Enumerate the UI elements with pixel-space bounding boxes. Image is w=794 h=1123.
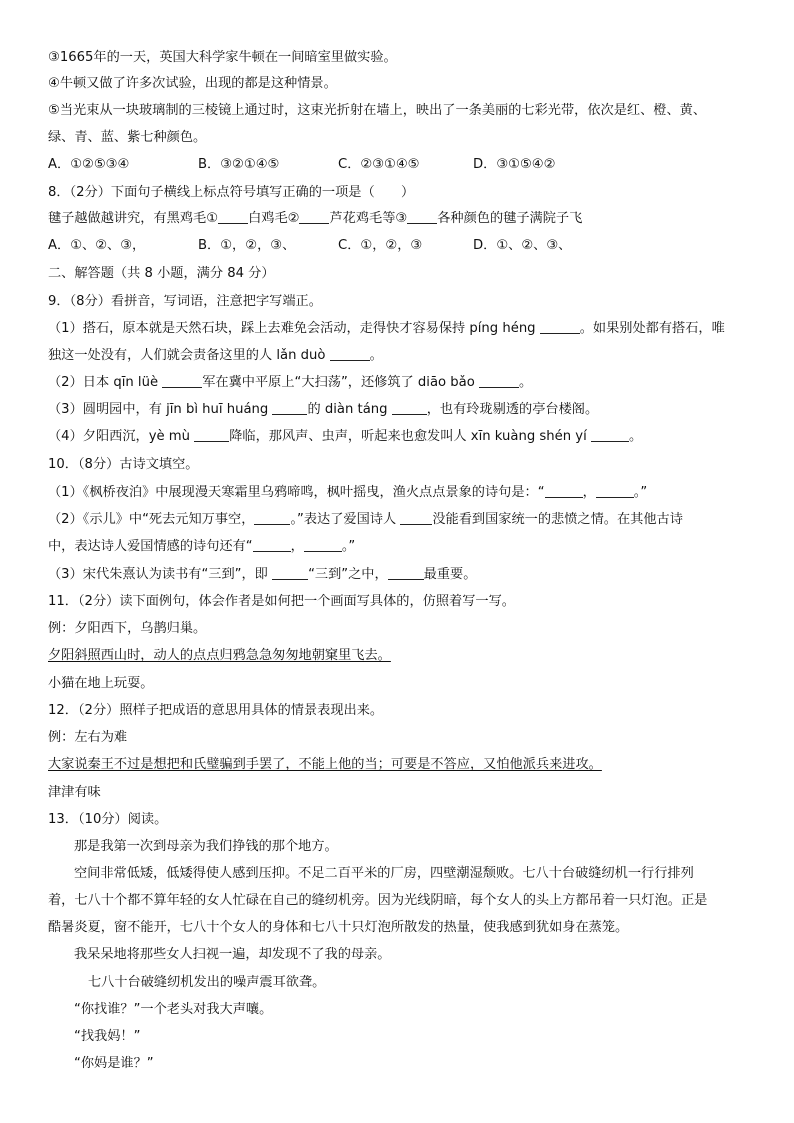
q10-blank-3[interactable] <box>254 512 290 525</box>
q11-example-answer: 夕阳斜照西山时，动人的点点归鸦急急匆匆地朝窠里飞去。 <box>48 648 391 663</box>
q13-para-2b: 着，七八十个都不算年轻的女人忙碌在自己的缝纫机旁。因为光线阴暗，每个女人的头上方都吊着一只灯泡。正是 <box>48 893 708 908</box>
q9-part-1-text-d: 。 <box>369 348 383 363</box>
q9-part-4-text: （4）夕阳西沉，yè mù <box>48 429 195 444</box>
q10-part-3-text-b: “三到”之中， <box>308 567 388 582</box>
q11-answer-row <box>48 648 754 664</box>
q9-stem: 9．（8分）看拼音，写词语，注意把字写端正。 <box>48 294 322 309</box>
q12-stem: 12．（2分）照样子把成语的意思用具体的情景表现出来。 <box>48 703 384 718</box>
q12-answer-row <box>48 757 754 773</box>
q9-blank-6[interactable] <box>392 402 427 415</box>
q7-option-b[interactable]: B．③②①④⑤ <box>198 157 280 172</box>
q10-part-1-comma: ， <box>582 485 596 500</box>
q7-options <box>48 157 754 173</box>
q10-part-3-text: （3）宋代朱熹认为读书有“三到”，即 <box>48 567 273 582</box>
q12-example-answer: 大家说秦王不过是想把和氏璧骗到手罢了，不能上他的当；可要是不答应，又怕他派兵来进攻。 <box>48 757 602 772</box>
q8-option-c[interactable]: C．①，②，③ <box>338 238 423 253</box>
q8-option-a[interactable]: A．①、②、③， <box>48 238 146 253</box>
q9-blank-8[interactable] <box>591 429 629 442</box>
q10-part-2-comma: ， <box>290 539 304 554</box>
q7-option-c[interactable]: C．②③①④⑤ <box>338 157 420 172</box>
q10-blank-7[interactable] <box>272 567 308 580</box>
q8-options <box>48 238 754 254</box>
q8-blank-1[interactable] <box>218 211 248 224</box>
q9-part-1-text-b: 。如果别处都有搭石，唯 <box>579 321 725 336</box>
q10-part-2b <box>48 539 754 555</box>
section-heading: 二、解答题（共 8 小题，满分 84 分） <box>48 266 275 281</box>
q9-part-4-text-c: 。 <box>628 429 643 444</box>
q10-part-1-end: 。” <box>633 485 648 500</box>
q8-blank-2[interactable] <box>299 211 329 224</box>
q11-task: 小猫在地上玩耍。 <box>48 676 154 691</box>
q8-sentence <box>48 211 754 227</box>
q9-part-2 <box>48 375 754 391</box>
q8-sentence-part-c: 芦花鸡毛等③ <box>329 211 408 226</box>
q9-part-3 <box>48 402 754 418</box>
q10-part-2-text-c: 没能看到国家统一的悲愤之情。在其他古诗 <box>432 512 683 527</box>
q7-sentence-3: ③1665年的一天，英国大科学家牛顿在一间暗室里做实验。 <box>48 50 397 65</box>
q9-part-2-text-b: 军在冀中平原上“大扫荡”，还修筑了 diāo bǎo <box>202 375 480 390</box>
q7-option-d[interactable]: D．③①⑤④② <box>473 157 556 172</box>
q10-part-2a <box>48 512 754 528</box>
q13-para-1: 那是我第一次到母亲为我们挣钱的那个地方。 <box>74 839 338 854</box>
q10-blank-6[interactable] <box>304 539 342 552</box>
q9-part-4-text-b: 降临，那风声、虫声，听起来也愈发叫人 xīn kuàng shén yí <box>229 429 591 444</box>
q9-part-1b <box>48 348 754 364</box>
q9-blank-1[interactable] <box>540 321 580 334</box>
q10-part-3 <box>48 567 754 583</box>
q9-blank-3[interactable] <box>162 375 202 388</box>
q9-part-3-text-b: 的 diàn táng <box>307 402 392 417</box>
q7-option-a[interactable]: A．①②⑤③④ <box>48 157 130 172</box>
q10-part-2-end: 。” <box>341 539 356 554</box>
q10-part-2-text-b: 。”表达了爱国诗人 <box>290 512 401 527</box>
q9-blank-7[interactable] <box>194 429 229 442</box>
q10-blank-4[interactable] <box>400 512 432 525</box>
q9-part-2-text: （2）日本 qīn lüè <box>48 375 163 390</box>
q10-stem: 10．（8分）古诗文填空。 <box>48 457 199 472</box>
q8-sentence-part-d: 各种颜色的毽子满院子飞 <box>437 211 583 226</box>
q13-para-3: 我呆呆地将那些女人扫视一遍，却发现不了我的母亲。 <box>74 947 391 962</box>
q9-part-3-text-c: ，也有玲珑剔透的亭台楼阁。 <box>426 402 599 417</box>
q7-sentence-4: ④牛顿又做了许多次试验，出现的都是这种情景。 <box>48 76 337 91</box>
q12-task: 津津有味 <box>48 785 101 800</box>
q10-part-1 <box>48 485 754 501</box>
q9-blank-2[interactable] <box>330 348 370 361</box>
q9-part-1a <box>48 321 754 337</box>
q9-blank-4[interactable] <box>479 375 519 388</box>
q10-part-2-text: （2）《示儿》中“死去元知万事空， <box>48 512 255 527</box>
q8-option-b[interactable]: B．①，②，③、 <box>198 238 296 253</box>
q8-sentence-part-b: 白鸡毛② <box>248 211 300 226</box>
q13-para-7: “你妈是谁？” <box>74 1056 154 1071</box>
q12-example: 例：左右为难 <box>48 730 128 745</box>
q9-part-1-text-c: 独这一处没有，人们就会责备这里的人 lǎn duò <box>48 348 330 363</box>
q9-blank-5[interactable] <box>272 402 307 415</box>
q13-para-2c: 酷暑炎夏，窗不能开，七八十个女人的身体和七八十只灯泡所散发的热量，使我感到犹如身在蒸笼。 <box>48 920 629 935</box>
q10-part-2-text-d: 中，表达诗人爱国情感的诗句还有“ <box>48 539 253 554</box>
q7-sentence-5b: 绿、青、蓝、紫七种颜色。 <box>48 130 207 145</box>
q9-part-3-text: （3）圆明园中，有 jīn bì huī huáng <box>48 402 273 417</box>
q11-stem: 11．（2分）读下面例句，体会作者是如何把一个画面写具体的，仿照着写一写。 <box>48 594 515 609</box>
q10-blank-1[interactable] <box>545 485 583 498</box>
q10-part-1-text: （1）《枫桥夜泊》中展现漫天寒霜里乌鸦啼鸣，枫叶摇曳，渔火点点景象的诗句是：“ <box>48 485 545 500</box>
q10-blank-2[interactable] <box>596 485 634 498</box>
q9-part-1-text: （1）搭石，原本就是天然石块，踩上去难免会活动，走得快才容易保持 píng héng <box>48 321 540 336</box>
q9-part-4 <box>48 429 754 445</box>
q10-blank-8[interactable] <box>388 567 424 580</box>
q13-para-2a: 空间非常低矮，低矮得使人感到压抑。不足二百平米的厂房，四壁潮湿颓败。七八十台破缝纫机一行行排列 <box>74 866 694 881</box>
q8-sentence-part-a: 毽子越做越讲究，有黑鸡毛① <box>48 211 219 226</box>
q9-part-2-text-c: 。 <box>519 375 533 390</box>
q8-stem: 8．（2分）下面句子横线上标点符号填写正确的一项是（ ） <box>48 185 415 200</box>
q7-sentence-5a: ⑤当光束从一块玻璃制的三棱镜上通过时，这束光折射在墙上，映出了一条美丽的七彩光带，依次是红、橙、黄、 <box>48 103 707 118</box>
q10-part-3-text-c: 最重要。 <box>423 567 477 582</box>
q8-blank-3[interactable] <box>407 211 437 224</box>
q10-blank-5[interactable] <box>253 539 291 552</box>
q13-para-6: “找我妈！” <box>74 1029 141 1044</box>
q11-example: 例：夕阳西下，乌鹊归巢。 <box>48 621 207 636</box>
q8-option-d[interactable]: D．①、②、③、 <box>473 238 572 253</box>
q13-para-5: “你找谁？”一个老头对我大声嚷。 <box>74 1002 273 1017</box>
q13-para-4: 七八十台破缝纫机发出的噪声震耳欲聋。 <box>88 975 326 990</box>
q13-stem: 13．（10分）阅读。 <box>48 812 168 827</box>
